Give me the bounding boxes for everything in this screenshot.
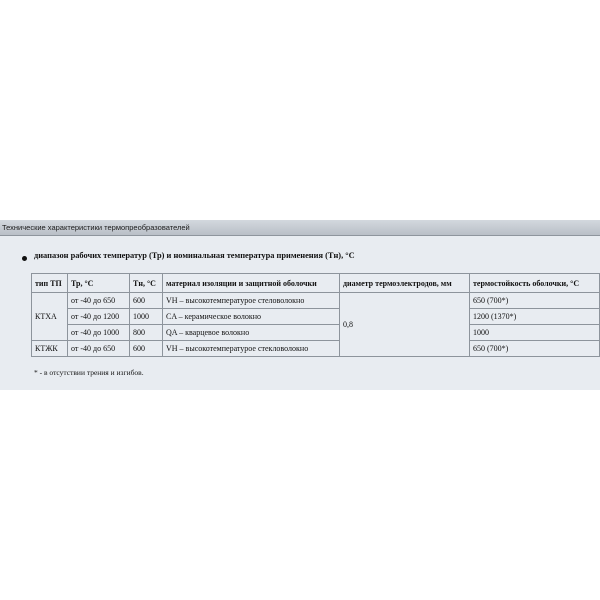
tp-cell: от -40 до 650	[68, 293, 130, 309]
table-row	[32, 309, 600, 325]
subtitle: диапазон рабочих температур (Тр) и номинальная температура применения (Тн), °С	[34, 251, 355, 260]
material-cell: QA – кварцевое волокно	[163, 325, 340, 341]
header-resistance: термостойкость оболочки, °С	[470, 274, 600, 293]
footnote: * - в отсутствии трения и изгибов.	[34, 368, 144, 377]
type-cell: КТХА	[32, 293, 68, 341]
resistance-cell: 1200 (1370*)	[470, 309, 600, 325]
tn-cell: 600	[130, 341, 163, 357]
header-material: материал изоляции и защитной оболочки	[163, 274, 340, 293]
tn-cell: 800	[130, 325, 163, 341]
tn-cell: 1000	[130, 309, 163, 325]
header-type: тип ТП	[32, 274, 68, 293]
type-cell: КТЖК	[32, 341, 68, 357]
specs-panel	[0, 220, 600, 390]
bullet-icon	[22, 256, 27, 261]
table-row	[32, 341, 600, 357]
material-cell: VH – высокотемпературое стеловолокно	[163, 293, 340, 309]
spec-table	[31, 273, 600, 357]
resistance-cell: 650 (700*)	[470, 293, 600, 309]
header-diameter: диаметр термоэлектродов, мм	[340, 274, 470, 293]
material-cell: VH – высокотемпературое стекловолокно	[163, 341, 340, 357]
table-header-row	[32, 274, 600, 293]
tp-cell: от -40 до 650	[68, 341, 130, 357]
section-header: Технические характеристики термопреобразователей	[0, 220, 600, 236]
resistance-cell: 1000	[470, 325, 600, 341]
header-tn: Тн, °С	[130, 274, 163, 293]
diameter-cell: 0,8	[340, 293, 470, 357]
header-tp: Тр, °С	[68, 274, 130, 293]
tp-cell: от -40 до 1000	[68, 325, 130, 341]
resistance-cell: 650 (700*)	[470, 341, 600, 357]
tp-cell: от -40 до 1200	[68, 309, 130, 325]
tn-cell: 600	[130, 293, 163, 309]
material-cell: CA – керамическое волокно	[163, 309, 340, 325]
table-row	[32, 325, 600, 341]
table-row	[32, 293, 600, 309]
